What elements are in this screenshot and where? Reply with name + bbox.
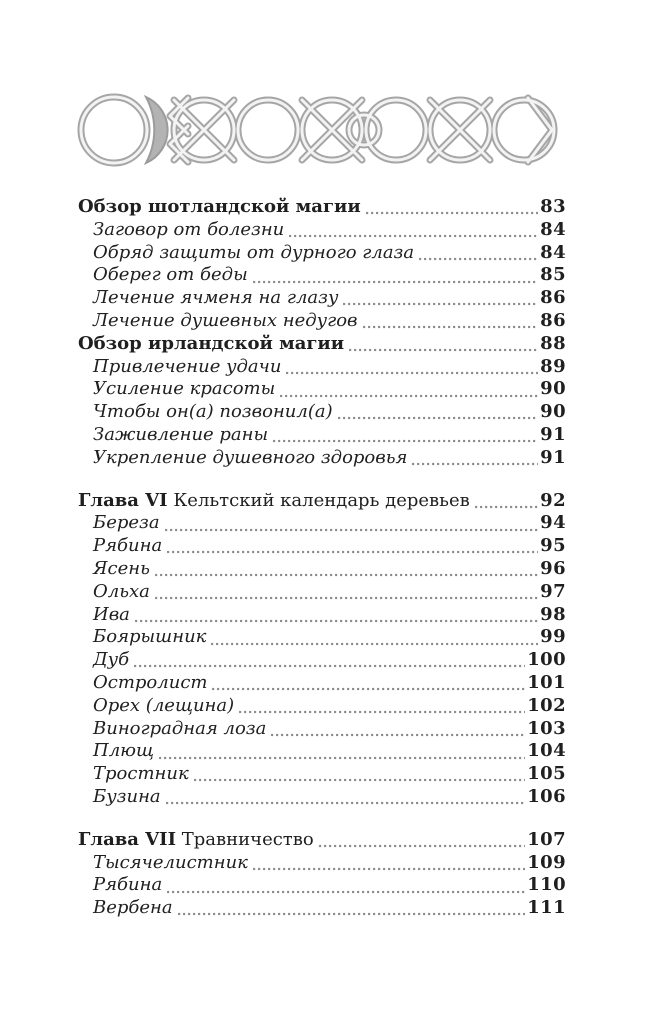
dotted-leader bbox=[361, 196, 540, 219]
toc-entry-label: Лечение ячменя на глазу bbox=[93, 287, 339, 309]
dotted-leader bbox=[161, 786, 528, 809]
page-number: 91 bbox=[540, 423, 566, 445]
dotted-leader bbox=[234, 695, 527, 718]
dotted-leader bbox=[207, 672, 527, 695]
page-number: 86 bbox=[540, 287, 566, 309]
toc-entry-label: Кельтский календарь деревьев bbox=[173, 489, 470, 511]
toc-entry[interactable] bbox=[78, 242, 566, 265]
toc-entry[interactable] bbox=[78, 356, 566, 379]
page-number: 85 bbox=[540, 264, 566, 286]
toc-entry-label: Виноградная лоза bbox=[93, 717, 267, 739]
toc-entry-label: Оберег от беды bbox=[93, 264, 248, 286]
toc-entry-label: Дуб bbox=[93, 649, 130, 671]
dotted-leader bbox=[248, 852, 527, 875]
toc-entry[interactable] bbox=[78, 740, 566, 763]
dotted-leader bbox=[150, 558, 540, 581]
dotted-leader bbox=[162, 874, 527, 897]
dotted-leader bbox=[129, 649, 527, 672]
toc-entry[interactable] bbox=[78, 401, 566, 424]
toc-entry-label: Чтобы он(а) позвонил(а) bbox=[93, 401, 333, 423]
page-number: 90 bbox=[540, 401, 566, 423]
page-number: 104 bbox=[527, 740, 566, 762]
page-number: 110 bbox=[527, 874, 566, 896]
toc-entry-label: Бузина bbox=[93, 785, 161, 807]
toc-entry-label: Рябина bbox=[93, 874, 163, 896]
page-number: 101 bbox=[527, 671, 566, 693]
toc-section bbox=[78, 490, 566, 809]
toc-entry-label: Обряд защиты от дурного глаза bbox=[93, 241, 415, 263]
toc-entry-label: Лечение душевных недугов bbox=[93, 309, 358, 331]
toc-entry-label: Остролист bbox=[93, 671, 208, 693]
toc-entry-label: Обзор ирландской магии bbox=[78, 332, 345, 354]
toc-entry[interactable] bbox=[78, 424, 566, 447]
toc-entry[interactable] bbox=[78, 535, 566, 558]
chapter-prefix: Глава VII bbox=[78, 828, 177, 850]
dotted-leader bbox=[268, 424, 540, 447]
dotted-leader bbox=[344, 333, 540, 356]
page-number: 90 bbox=[540, 378, 566, 400]
page-number: 83 bbox=[540, 196, 566, 217]
dotted-leader bbox=[333, 401, 541, 424]
toc-entry-label: Боярышник bbox=[93, 626, 207, 648]
toc-entry[interactable] bbox=[78, 852, 566, 875]
page-number: 106 bbox=[527, 785, 566, 807]
toc-section bbox=[78, 333, 566, 470]
page-number: 96 bbox=[540, 557, 566, 579]
dotted-leader bbox=[130, 604, 540, 627]
toc-entry[interactable] bbox=[78, 196, 566, 219]
toc-entry-label: Привлечение удачи bbox=[93, 355, 282, 377]
toc-entry[interactable] bbox=[78, 695, 566, 718]
toc-entry[interactable] bbox=[78, 672, 566, 695]
page-number: 107 bbox=[527, 828, 566, 850]
page-number: 92 bbox=[540, 489, 566, 511]
toc-entry[interactable] bbox=[78, 219, 566, 242]
celtic-knot-band-graphic bbox=[76, 90, 562, 170]
toc-entry[interactable] bbox=[78, 718, 566, 741]
dotted-leader bbox=[248, 264, 540, 287]
toc-entry-label: Плющ bbox=[93, 740, 155, 762]
dotted-leader bbox=[154, 740, 527, 763]
toc-entry-label: Береза bbox=[93, 512, 160, 534]
toc-entry-label: Орех (лещина) bbox=[93, 694, 235, 716]
toc-entry[interactable] bbox=[78, 786, 566, 809]
page-number: 102 bbox=[527, 694, 566, 716]
dotted-leader bbox=[338, 287, 540, 310]
dotted-leader bbox=[414, 242, 540, 265]
toc-entry-label: Рябина bbox=[93, 535, 163, 557]
chapter-prefix: Глава VI bbox=[78, 489, 168, 511]
toc-entry[interactable] bbox=[78, 310, 566, 333]
toc-entry[interactable] bbox=[78, 447, 566, 470]
page-number: 97 bbox=[540, 580, 566, 602]
toc-entry[interactable] bbox=[78, 264, 566, 287]
page-number: 86 bbox=[540, 309, 566, 331]
dotted-leader bbox=[173, 897, 528, 920]
toc-entry[interactable] bbox=[78, 874, 566, 897]
toc-entry-label: Обзор шотландской магии bbox=[78, 196, 361, 217]
dotted-leader bbox=[160, 512, 541, 535]
page-number: 98 bbox=[540, 603, 566, 625]
dotted-leader bbox=[284, 219, 540, 242]
page-number: 91 bbox=[540, 446, 566, 468]
dotted-leader bbox=[281, 356, 540, 379]
toc-entry[interactable] bbox=[78, 649, 566, 672]
page-number: 105 bbox=[527, 763, 566, 785]
toc-section bbox=[78, 196, 566, 333]
toc-entry-label: Заговор от болезни bbox=[93, 218, 285, 240]
dotted-leader bbox=[189, 763, 528, 786]
dotted-leader bbox=[206, 626, 540, 649]
page-number: 84 bbox=[540, 218, 566, 240]
toc-entry-label: Тростник bbox=[93, 763, 189, 785]
toc-entry-label: Заживление раны bbox=[93, 423, 269, 445]
toc-entry-label: Тысячелистник bbox=[93, 851, 248, 873]
toc-entry[interactable] bbox=[78, 626, 566, 649]
dotted-leader bbox=[358, 310, 541, 333]
page-number: 99 bbox=[540, 626, 566, 648]
page-number: 109 bbox=[527, 851, 566, 873]
dotted-leader bbox=[407, 447, 540, 470]
dotted-leader bbox=[275, 378, 540, 401]
dotted-leader bbox=[470, 490, 540, 513]
toc-entry[interactable] bbox=[78, 581, 566, 604]
page-number: 94 bbox=[540, 512, 566, 534]
toc-section bbox=[78, 829, 566, 920]
dotted-leader bbox=[150, 581, 540, 604]
toc-entry[interactable] bbox=[78, 378, 566, 401]
dotted-leader bbox=[266, 718, 527, 741]
toc-entry[interactable] bbox=[78, 829, 566, 852]
toc-entry[interactable] bbox=[78, 333, 566, 356]
toc-entry-label: Ольха bbox=[93, 580, 150, 602]
page-number: 95 bbox=[540, 535, 566, 557]
table-of-contents bbox=[78, 196, 566, 920]
toc-entry[interactable] bbox=[78, 512, 566, 535]
toc-entry[interactable] bbox=[78, 763, 566, 786]
page-number: 103 bbox=[527, 717, 566, 739]
page-number: 88 bbox=[540, 332, 566, 354]
dotted-leader bbox=[162, 535, 540, 558]
page-number: 111 bbox=[527, 897, 566, 919]
toc-entry[interactable] bbox=[78, 287, 566, 310]
toc-entry[interactable] bbox=[78, 897, 566, 920]
toc-entry-label: Ясень bbox=[93, 557, 150, 579]
toc-entry-label: Травничество bbox=[181, 828, 314, 850]
toc-entry-label: Усиление красоты bbox=[93, 378, 276, 400]
toc-entry[interactable] bbox=[78, 604, 566, 627]
toc-entry-label: Ива bbox=[93, 603, 130, 625]
toc-entry-label: Вербена bbox=[93, 897, 173, 919]
page-number: 100 bbox=[527, 649, 566, 671]
toc-entry[interactable] bbox=[78, 490, 566, 513]
dotted-leader bbox=[314, 829, 527, 852]
toc-entry-label: Укрепление душевного здоровья bbox=[93, 446, 408, 468]
page-number: 84 bbox=[540, 241, 566, 263]
celtic-knot-header bbox=[76, 90, 562, 170]
page-number: 89 bbox=[540, 355, 566, 377]
toc-entry[interactable] bbox=[78, 558, 566, 581]
